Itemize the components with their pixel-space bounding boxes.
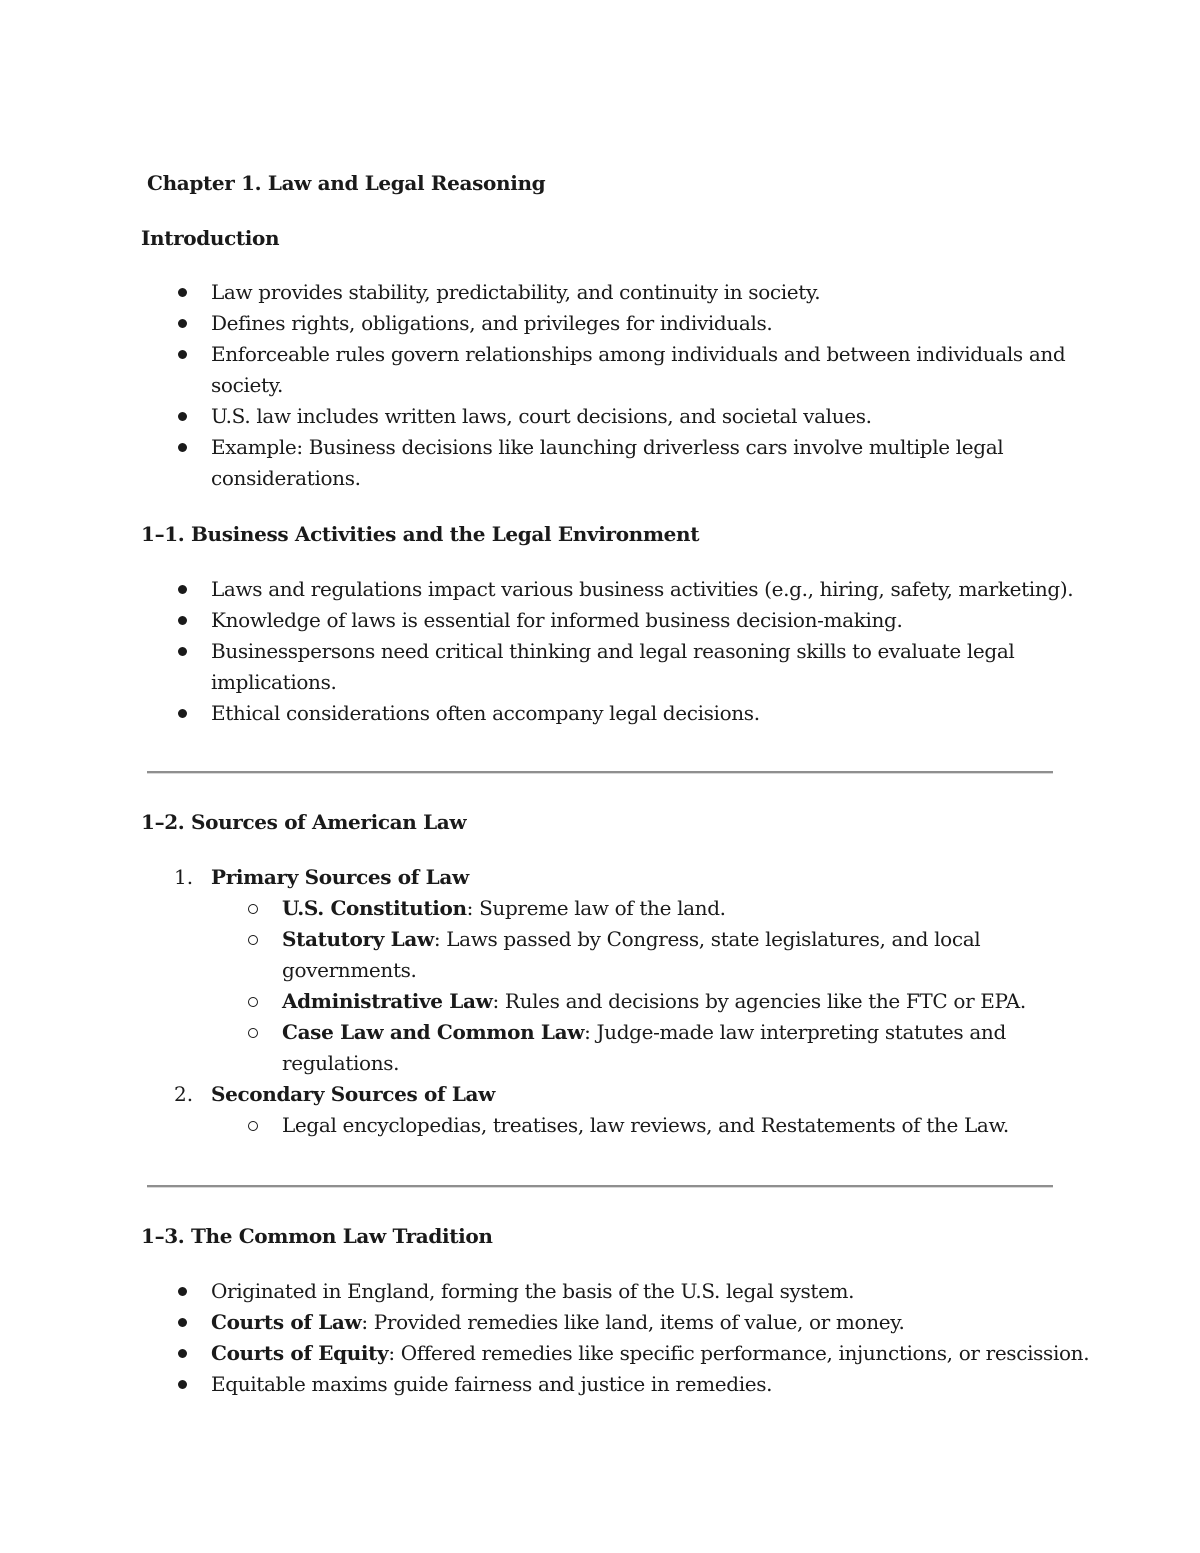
circle-bullet-icon xyxy=(248,1121,258,1131)
definition: : Supreme law of the land. xyxy=(466,896,726,920)
sub-list-item xyxy=(282,924,980,955)
definition: : Rules and decisions by agencies like the FTC or EPA. xyxy=(492,989,1026,1013)
definition: : Offered remedies like specific performance, injunctions, or rescission. xyxy=(388,1341,1090,1365)
term: Administrative Law xyxy=(282,989,493,1013)
list-item: Example: Business decisions like launching driverless cars involve multiple legal xyxy=(211,435,1004,459)
definition: : Provided remedies like land, items of value, or money. xyxy=(361,1310,905,1334)
bullet-icon xyxy=(178,1380,187,1389)
bullet-icon xyxy=(178,647,187,656)
bullet-icon xyxy=(178,1287,187,1296)
horizontal-rule xyxy=(147,1185,1053,1188)
circle-bullet-icon xyxy=(248,935,258,945)
sub-list-item-continuation: governments. xyxy=(282,958,417,982)
definition: : Laws passed by Congress, state legislatures, and local xyxy=(433,927,981,951)
bullet-icon xyxy=(178,288,187,297)
list-item-continuation: society. xyxy=(211,373,283,397)
sub-list-item: Legal encyclopedias, treatises, law reviews, and Restatements of the Law. xyxy=(282,1113,1009,1137)
bullet-icon xyxy=(178,319,187,328)
sub-list-item-continuation: regulations. xyxy=(282,1051,400,1075)
bullet-icon xyxy=(178,443,187,452)
list-item: Businesspersons need critical thinking and legal reasoning skills to evaluate legal xyxy=(211,639,1015,663)
list-item: Laws and regulations impact various business activities (e.g., hiring, safety, marketing). xyxy=(211,577,1074,601)
list-item: Equitable maxims guide fairness and justice in remedies. xyxy=(211,1372,773,1396)
section-heading-introduction: Introduction xyxy=(141,226,280,250)
circle-bullet-icon xyxy=(248,904,258,914)
horizontal-rule xyxy=(147,771,1053,774)
list-item-secondary-sources: Secondary Sources of Law xyxy=(211,1082,496,1106)
bullet-icon xyxy=(178,1349,187,1358)
chapter-title: Chapter 1. Law and Legal Reasoning xyxy=(147,171,546,195)
bullet-icon xyxy=(178,616,187,625)
sub-list-item xyxy=(282,986,1026,1017)
list-item: Enforceable rules govern relationships among individuals and between individuals and xyxy=(211,342,1066,366)
term: Courts of Equity xyxy=(211,1341,389,1365)
circle-bullet-icon xyxy=(248,997,258,1007)
term: Case Law and Common Law xyxy=(282,1020,585,1044)
term: Statutory Law xyxy=(282,927,434,951)
term: U.S. Constitution xyxy=(282,896,467,920)
list-item-primary-sources: Primary Sources of Law xyxy=(211,865,469,889)
bullet-icon xyxy=(178,1318,187,1327)
circle-bullet-icon xyxy=(248,1028,258,1038)
section-heading-business-activities: 1–1. Business Activities and the Legal Environment xyxy=(141,522,700,546)
list-item xyxy=(211,1307,905,1338)
bullet-icon xyxy=(178,585,187,594)
definition: : Judge-made law interpreting statutes and xyxy=(584,1020,1006,1044)
list-item: Originated in England, forming the basis of the U.S. legal system. xyxy=(211,1279,855,1303)
list-item: Knowledge of laws is essential for informed business decision-making. xyxy=(211,608,903,632)
term: Courts of Law xyxy=(211,1310,362,1334)
section-heading-sources: 1–2. Sources of American Law xyxy=(141,810,467,834)
list-item-continuation: implications. xyxy=(211,670,337,694)
bullet-icon xyxy=(178,412,187,421)
sub-list-item xyxy=(282,1017,1006,1048)
sub-list-item xyxy=(282,893,726,924)
list-number: 1. xyxy=(174,865,194,889)
list-item: Defines rights, obligations, and privileges for individuals. xyxy=(211,311,773,335)
bullet-icon xyxy=(178,709,187,718)
list-item xyxy=(211,1338,1089,1369)
bullet-icon xyxy=(178,350,187,359)
list-item: Law provides stability, predictability, and continuity in society. xyxy=(211,280,821,304)
list-item: Ethical considerations often accompany legal decisions. xyxy=(211,701,760,725)
section-heading-common-law: 1–3. The Common Law Tradition xyxy=(141,1224,493,1248)
list-item: U.S. law includes written laws, court decisions, and societal values. xyxy=(211,404,872,428)
list-number: 2. xyxy=(174,1082,194,1106)
list-item-continuation: considerations. xyxy=(211,466,361,490)
